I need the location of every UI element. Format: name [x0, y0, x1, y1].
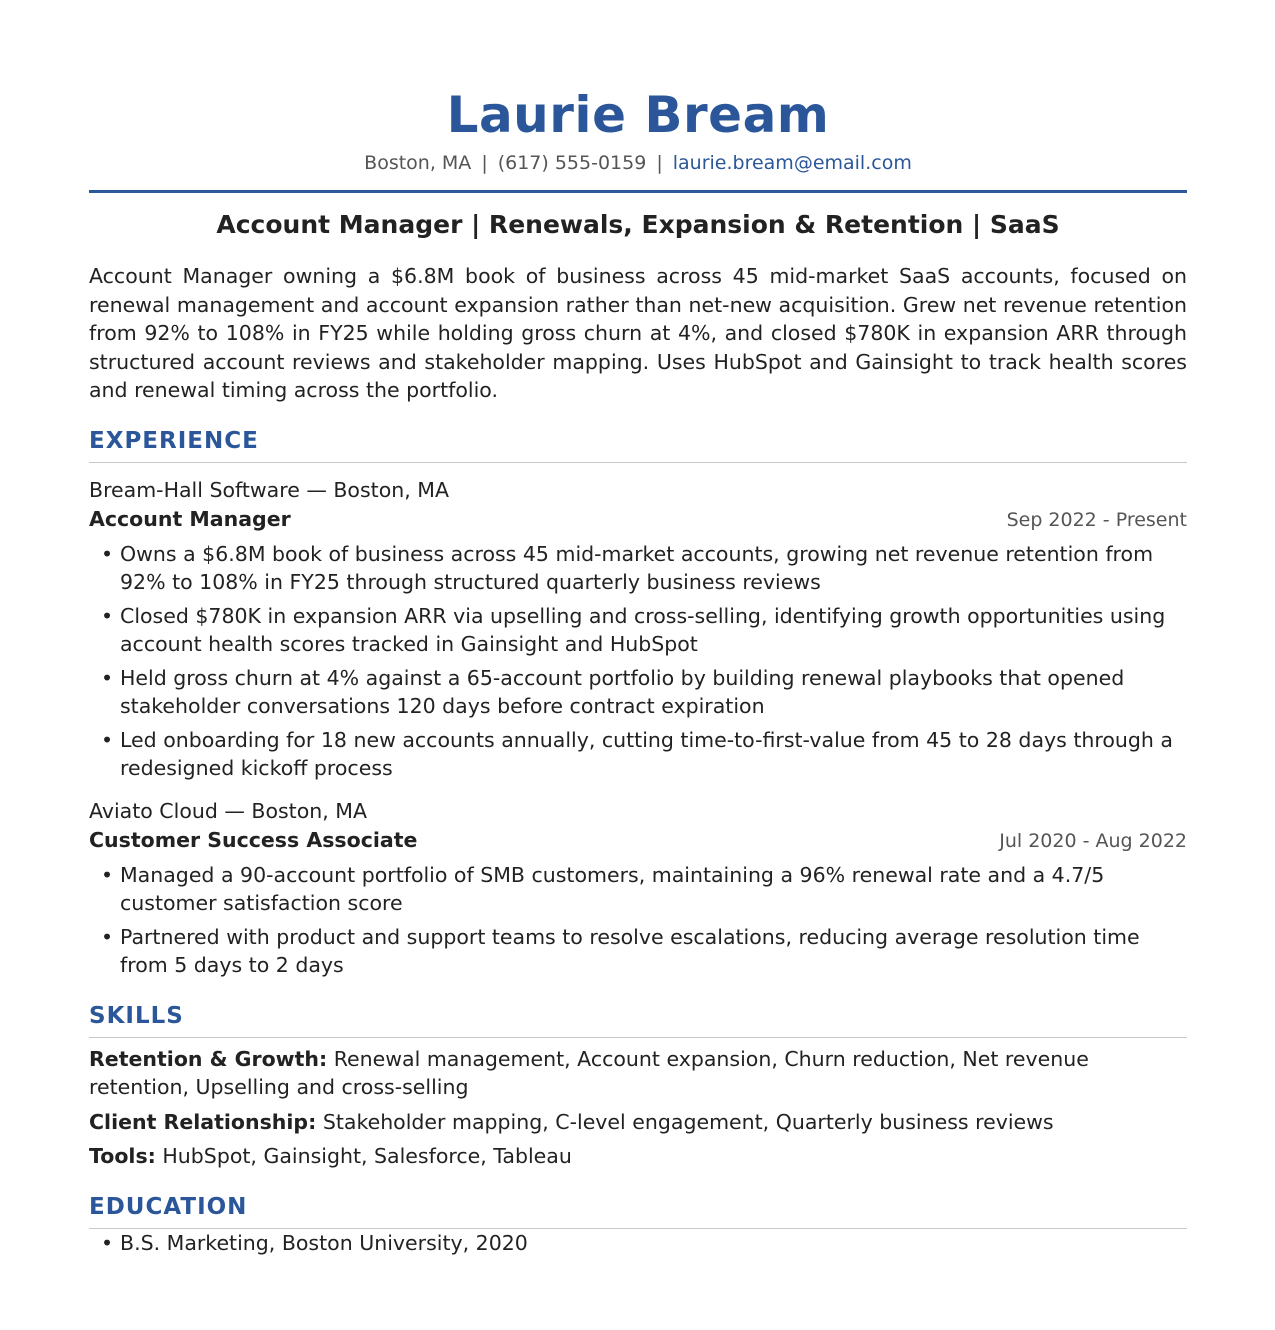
- contact-line: [89, 150, 1187, 176]
- job-bullets: [89, 861, 1187, 980]
- professional-summary: Account Manager owning a $6.8M book of business across 45 mid-market SaaS accounts, focused on renewal management and account expansion rather than net-new acquisition. Grew net revenue retention from 92% to 108% in FY25 while holding gross churn at 4%, and closed $780K in expansion ARR through structured account reviews and stakeholder mapping. Uses HubSpot and Gainsight to track health scores and renewal timing across the portfolio.: [89, 264, 1187, 402]
- candidate-name: Laurie Bream: [446, 86, 830, 144]
- education-section: [89, 1192, 1187, 1258]
- bullet-icon: •: [101, 862, 114, 887]
- bullet-icon: •: [101, 727, 114, 752]
- job-bullets: [89, 540, 1187, 783]
- bullet-icon: •: [101, 541, 114, 566]
- bullet-text: Managed a 90-account portfolio of SMB customers, maintaining a 96% renewal rate and a 4.7/5 customer satisfaction score: [120, 862, 1105, 915]
- skill-group: [89, 1045, 1187, 1102]
- job-entry: [89, 797, 1187, 980]
- job-dates: Jul 2020 - Aug 2022: [999, 829, 1187, 852]
- header-divider: [89, 190, 1187, 193]
- bullet-icon: •: [101, 924, 114, 949]
- skill-group-items: Renewal management, Account expansion, Churn reduction, Net revenue retention, Upselling and cross-selling: [89, 1046, 1089, 1099]
- education-item: [89, 1229, 1187, 1258]
- job-header-row: [89, 504, 1187, 535]
- section-heading-skills: SKILLS: [89, 1002, 184, 1029]
- skill-group-items: Stakeholder mapping, C-level engagement, Quarterly business reviews: [322, 1109, 1054, 1134]
- section-divider: [89, 1037, 1187, 1038]
- skill-group: [89, 1108, 1187, 1137]
- bullet-icon: •: [101, 603, 114, 628]
- section-divider: [89, 462, 1187, 463]
- skill-group: [89, 1142, 1187, 1171]
- education-text: B.S. Marketing, Boston University, 2020: [120, 1230, 528, 1255]
- bullet-icon: •: [101, 1230, 114, 1255]
- bullet-text: Led onboarding for 18 new accounts annually, cutting time-to-first-value from 45 to 28 days through a redesigned kickoff process: [120, 727, 1173, 780]
- skills-list: [89, 1045, 1187, 1171]
- job-dates: Sep 2022 - Present: [1006, 508, 1187, 531]
- bullet-item: [89, 861, 1187, 918]
- bullet-item: [89, 602, 1187, 659]
- contact-separator: |: [656, 152, 663, 174]
- bullet-item: [89, 540, 1187, 597]
- bullet-item: [89, 923, 1187, 980]
- professional-headline: Account Manager | Renewals, Expansion & Retention | SaaS: [216, 210, 1060, 239]
- bullet-item: [89, 726, 1187, 783]
- skill-group-label: Tools:: [89, 1144, 156, 1168]
- skills-section: [89, 1001, 1187, 1171]
- skill-group-label: Client Relationship:: [89, 1109, 317, 1134]
- job-role: Customer Success Associate: [89, 827, 418, 852]
- job-entry: [89, 476, 1187, 783]
- location-text: Boston, MA: [364, 152, 472, 174]
- contact-separator: |: [481, 152, 488, 174]
- bullet-text: Held gross churn at 4% against a 65-account portfolio by building renewal playbooks that opened stakeholder conversations 120 days before contract expiration: [120, 665, 1125, 718]
- job-company: Bream-Hall Software — Boston, MA: [89, 477, 449, 502]
- email-link[interactable]: laurie.bream@email.com: [672, 152, 912, 174]
- section-heading-education: EDUCATION: [89, 1193, 248, 1220]
- resume-page: [89, 0, 1187, 1257]
- job-role: Account Manager: [89, 506, 291, 531]
- phone-text: (617) 555-0159: [497, 152, 647, 174]
- job-company: Aviato Cloud — Boston, MA: [89, 798, 368, 823]
- skill-group-label: Retention & Growth:: [89, 1046, 328, 1071]
- job-header-row: [89, 825, 1187, 856]
- section-heading-experience: EXPERIENCE: [89, 427, 259, 454]
- bullet-text: Closed $780K in expansion ARR via upselling and cross-selling, identifying growth opportunities using account health scores tracked in Gainsight and HubSpot: [120, 603, 1166, 656]
- bullet-text: Owns a $6.8M book of business across 45 mid-market accounts, growing net revenue retention from 92% to 108% in FY25 through structured quarterly business reviews: [120, 541, 1154, 594]
- skill-group-items: HubSpot, Gainsight, Salesforce, Tableau: [162, 1144, 572, 1168]
- bullet-item: [89, 664, 1187, 721]
- bullet-text: Partnered with product and support teams to resolve escalations, reducing average resolution time from 5 days to 2 days: [120, 924, 1140, 977]
- experience-section: [89, 426, 1187, 980]
- education-list: [89, 1229, 1187, 1258]
- bullet-icon: •: [101, 665, 114, 690]
